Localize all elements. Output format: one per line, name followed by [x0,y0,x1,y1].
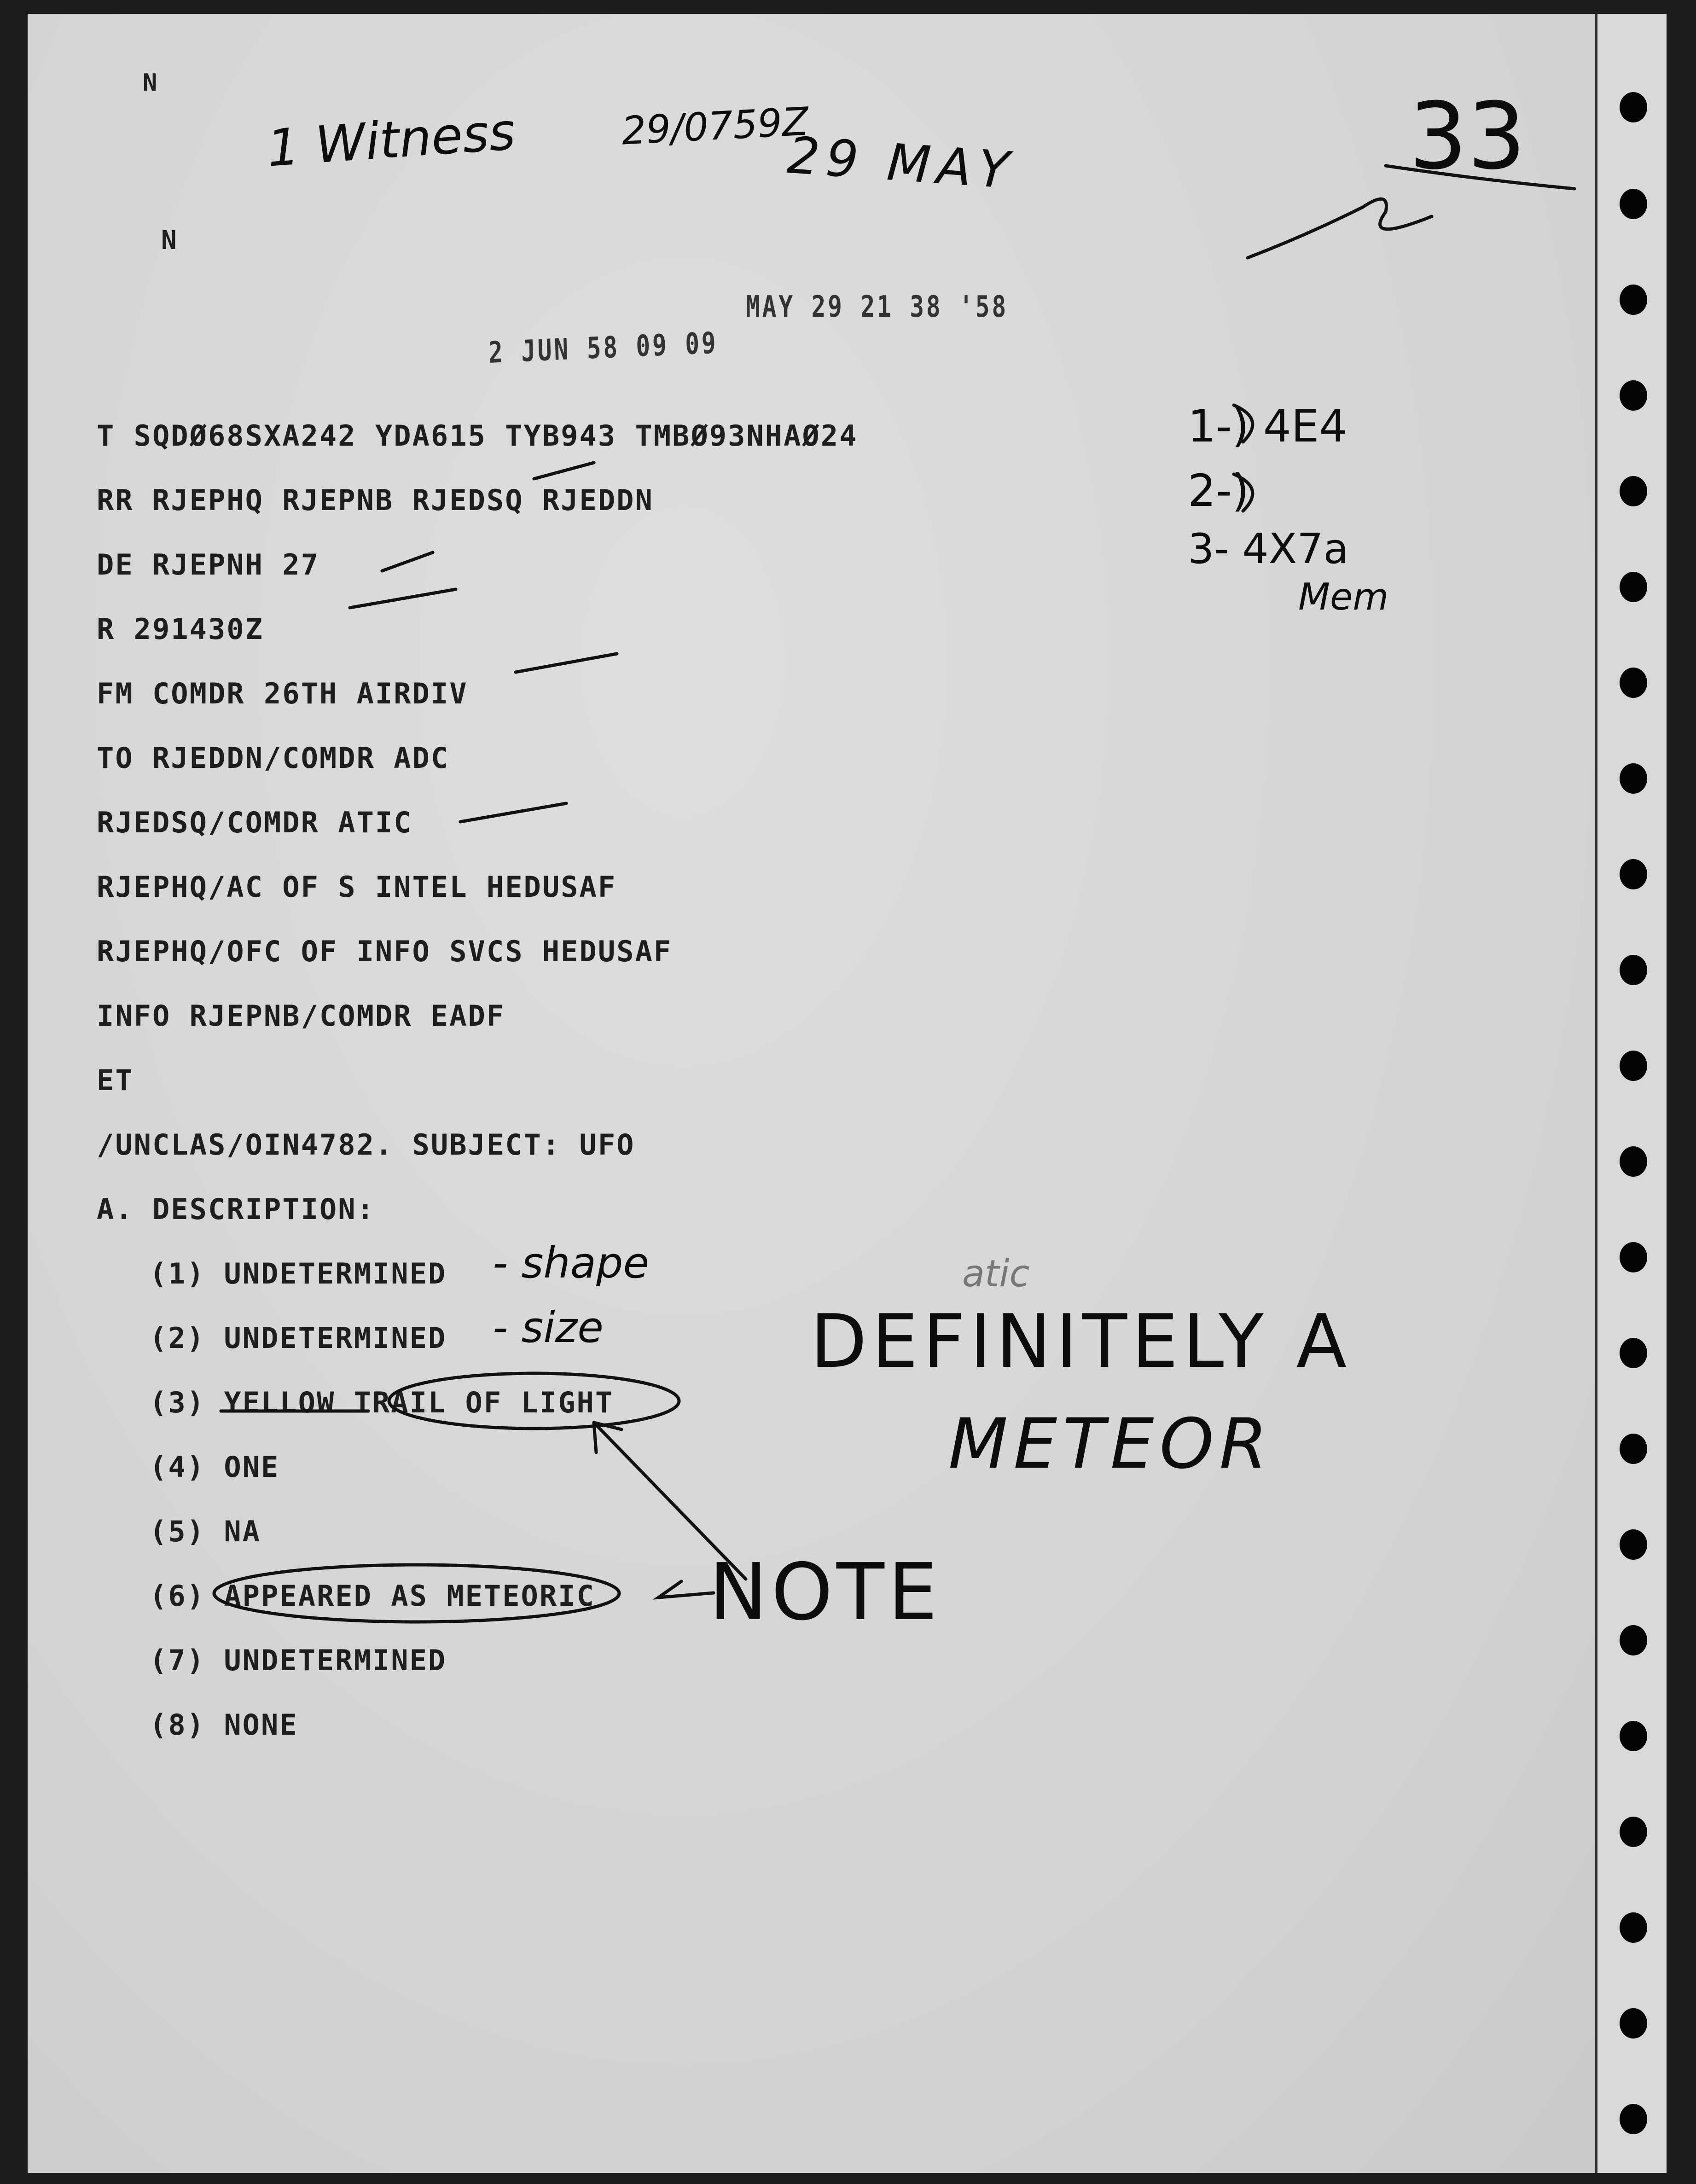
item-text: NONE [224,1708,298,1742]
feed-hole [1620,1242,1647,1272]
feed-hole [1620,1051,1647,1081]
arrow-mark [594,1423,621,1429]
feed-hole [1620,1338,1647,1368]
feed-hole [1620,1625,1647,1655]
feed-hole [1620,1817,1647,1847]
subject-line: /UNCLAS/OIN4782. SUBJECT: UFO [97,1128,635,1162]
description-item [150,1515,261,1548]
item-text: YELLOW TRAIL OF LIGHT [224,1386,614,1419]
feed-hole [1620,2104,1647,2134]
description-item [150,1386,614,1419]
feed-hole [1620,859,1647,889]
verdict-line-2: METEOR [948,1404,1273,1484]
document-page [28,14,1667,2173]
item-number: (4) [150,1450,205,1484]
received-stamp: MAY 29 21 38 '58 [746,290,1008,324]
description-item [150,1708,298,1742]
tractor-feed-strip [1595,14,1667,2173]
underline-mark [1248,199,1432,258]
item-text: ONE [224,1450,280,1484]
atic-note: atic [962,1252,1030,1295]
item-number: (5) [150,1515,205,1548]
item-number: (6) [150,1579,205,1613]
description-item [150,1257,447,1290]
routing-line-4: R 291430Z [97,612,264,646]
serial-note: 29/0759Z [620,99,810,154]
n-mark-top: N [143,69,159,97]
margin-note-1: 1-) 4E4 [1188,401,1348,452]
margin-note-3: 3- 4X7a [1188,525,1349,573]
underline-mark [460,803,566,822]
description-item [150,1579,595,1613]
size-note: - size [493,1303,604,1352]
item-number: (3) [150,1386,205,1419]
feed-hole [1620,380,1647,411]
feed-hole [1620,1434,1647,1464]
received-stamp-2: 2 JUN 58 09 09 [488,326,719,370]
feed-hole [1620,572,1647,602]
item-text: NA [224,1515,261,1548]
feed-hole [1620,763,1647,794]
feed-hole [1620,668,1647,698]
feed-hole [1620,1146,1647,1177]
et-line: ET [97,1063,134,1097]
routing-line-3: DE RJEPNH 27 [97,548,319,581]
margin-note-2: 2-) [1188,465,1249,517]
arrow-mark [658,1581,714,1597]
item-number: (8) [150,1708,205,1742]
verdict-line-1: DEFINITELY A [810,1298,1352,1384]
arrow-mark [594,1423,596,1452]
addressee-line-intel: RJEPHQ/AC OF S INTEL HEDUSAF [97,870,617,904]
feed-hole [1620,92,1647,122]
feed-hole [1620,189,1647,219]
feed-hole [1620,955,1647,985]
item-text: UNDETERMINED [224,1644,447,1677]
feed-hole [1620,1912,1647,1943]
feed-hole [1620,1529,1647,1560]
from-line: FM COMDR 26TH AIRDIV [97,677,468,710]
underline-mark [516,654,617,672]
page-number: 33 [1409,83,1526,190]
note-label: NOTE [709,1547,941,1638]
underline-mark [534,463,594,479]
shape-note: - shape [493,1238,650,1288]
item-number: (1) [150,1257,205,1290]
ink-markings [28,14,1667,2173]
item-text: UNDETERMINED [224,1257,447,1290]
routing-line-1: T SQDØ68SXA242 YDA615 TYB943 TMBØ93NHAØ24 [97,419,858,453]
description-heading: A. DESCRIPTION: [97,1192,375,1226]
margin-note-4: Mem [1298,575,1389,618]
description-item [150,1644,447,1677]
item-text: UNDETERMINED [224,1321,447,1355]
item-text: APPEARED AS METEORIC [224,1579,595,1613]
underline-mark [382,552,433,571]
feed-hole [1620,1721,1647,1751]
to-line: TO RJEDDN/COMDR ADC [97,741,450,775]
feed-hole [1620,476,1647,506]
item-number: (2) [150,1321,205,1355]
description-item [150,1450,279,1484]
feed-hole [1620,285,1647,315]
witness-note: 1 Witness [265,102,517,178]
addressee-line-info: RJEPHQ/OFC OF INFO SVCS HEDUSAF [97,935,673,968]
addressee-line-atic: RJEDSQ/COMDR ATIC [97,806,412,839]
date-note: 29 MAY [785,125,1018,201]
feed-hole [1620,2008,1647,2039]
description-item [150,1321,447,1355]
underline-mark [350,589,456,608]
n-mark: N [161,226,178,256]
info-line: INFO RJEPNB/COMDR EADF [97,999,505,1033]
item-number: (7) [150,1644,205,1677]
routing-line-2: RR RJEPHQ RJEPNB RJEDSQ RJEDDN [97,483,654,517]
